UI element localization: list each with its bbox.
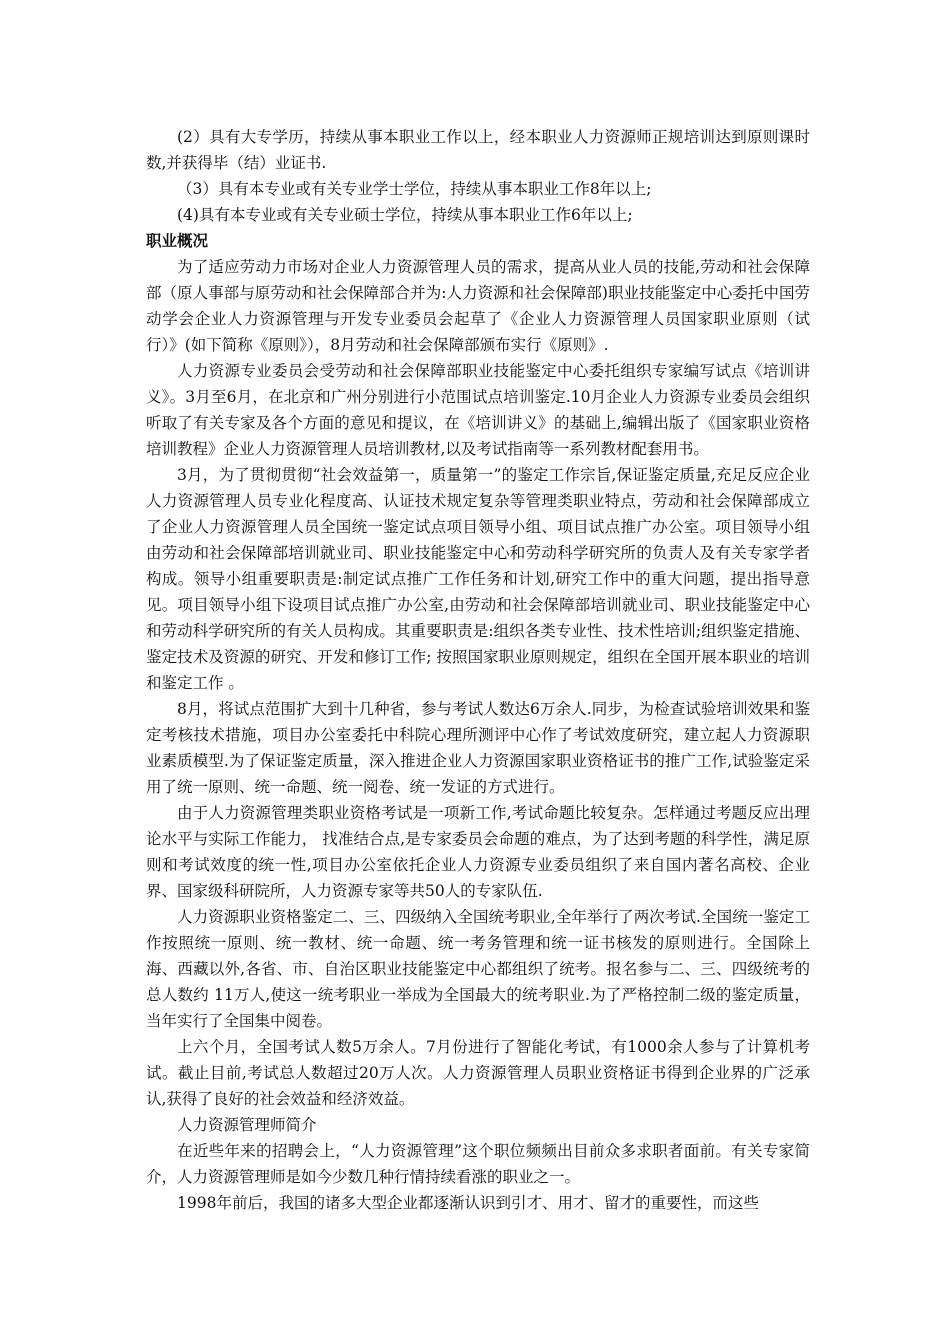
section-heading: 职业概况 — [146, 232, 209, 250]
body-paragraph: 为了适应劳动力市场对企业人力资源管理人员的需求，提高从业人员的技能,劳动和社会保障部（原人事部与原劳动和社会保障部合并为:人力资源和社会保障部)职业技能鉴定中心委托中国劳动学会企业人力资源管理与开发专业委员会起草了《企业人力资源管理人员国家职业原则（试行）》(如下简称《原则》），8月劳动和社会保障部颁布实行《原则》. — [146, 258, 810, 354]
body-paragraph: 由于人力资源管理类职业资格考试是一项新工作,考试命题比较复杂。怎样通过考题反应出理论水平与实际工作能力， 找准结合点,是专家委员会命题的难点，为了达到考题的科学性，满足原则和考试效度的统一性,项目办公室依托企业人力资源专业委员组织了来自国内著名高校、企业界、国家级科研院所，人力资源专家等共50人的专家队伍. — [146, 804, 810, 900]
document-body — [146, 124, 810, 1216]
body-paragraph: 人力资源职业资格鉴定二、三、四级纳入全国统考职业,全年举行了两次考试.全国统一鉴定工作按照统一原则、统一教材、统一命题、统一考务管理和统一证书核发的原则进行。全国除上海、西藏以外,各省、市、自治区职业技能鉴定中心都组织了统考。报名参与二、三、四级统考的总人数约 11万人,使这一统考职业一举成为全国最大的统考职业.为了严格控制二级的鉴定质量，当年实行了全国集中阅卷。 — [146, 908, 810, 1030]
body-paragraph: 3月，为了贯彻贯彻“社会效益第一，质量第一”的鉴定工作宗旨,保证鉴定质量,充足反应企业人力资源管理人员专业化程度高、认证技术规定复杂等管理类职业特点，劳动和社会保障部成立了企业人力资源管理人员全国统一鉴定试点项目领导小组、项目试点推广办公室。项目领导小组由劳动和社会保障部培训就业司、职业技能鉴定中心和劳动科学研究所的负责人及有关专家学者构成。领导小组重要职责是:制定试点推广工作任务和计划,研究工作中的重大问题，提出指导意见。项目领导小组下设项目试点推广办公室,由劳动和社会保障部培训就业司、职业技能鉴定中心和劳动科学研究所的有关人员构成。其重要职责是:组织各类专业性、技术性培训;组织鉴定措施、鉴定技术及资源的研究、开发和修订工作; 按照国家职业原则规定，组织在全国开展本职业的培训和鉴定工作 。 — [146, 466, 810, 692]
body-paragraph: 上六个月，全国考试人数5万余人。7月份进行了智能化考试，有1000余人参与了计算机考试。截止目前,考试总人数超过20万人次。人力资源管理人员职业资格证书得到企业界的广泛承认,获得了良好的社会效益和经济效益。 — [146, 1038, 810, 1108]
paragraph-qualification-4: (4)具有本专业或有关专业硕士学位，持续从事本职业工作6年以上; — [177, 206, 633, 224]
subsection-title: 人力资源管理师简介 — [177, 1116, 317, 1134]
body-paragraph: 1998年前后，我国的诸多大型企业都逐渐认识到引才、用才、留才的重要性，而这些 — [177, 1194, 759, 1212]
body-paragraph: 在近些年来的招聘会上，“人力资源管理”这个职位频频出目前众多求职者面前。有关专家简介，人力资源管理师是如今少数几种行情持续看涨的职业之一。 — [146, 1142, 810, 1186]
paragraph-qualification-2: (2）具有大专学历，持续从事本职业工作以上，经本职业人力资源师正规培训达到原则课时数,并获得毕（结）业证书. — [146, 128, 810, 172]
body-paragraph: 8月，将试点范围扩大到十几种省，参与考试人数达6万余人.同步，为检查试验培训效果和鉴定考核技术措施，项目办公室委托中科院心理所测评中心作了考试效度研究，建立起人力资源职业素质模型.为了保证鉴定质量，深入推进企业人力资源国家职业资格证书的推广工作,试验鉴定采用了统一原则、统一命题、统一阅卷、统一发证的方式进行。 — [146, 700, 810, 796]
paragraph-qualification-3: （3）具有本专业或有关专业学士学位，持续从事本职业工作8年以上; — [177, 180, 652, 198]
body-paragraph: 人力资源专业委员会受劳动和社会保障部职业技能鉴定中心委托组织专家编写试点《培训讲义》。3月至6月，在北京和广州分别进行小范围试点培训鉴定.10月企业人力资源专业委员会组织听取了有关专家及各个方面的意见和提议，在《培训讲义》的基础上,编辑出版了《国家职业资格培训教程》企业人力资源管理人员培训教材,以及考试指南等一系列教材配套用书。 — [146, 362, 810, 458]
